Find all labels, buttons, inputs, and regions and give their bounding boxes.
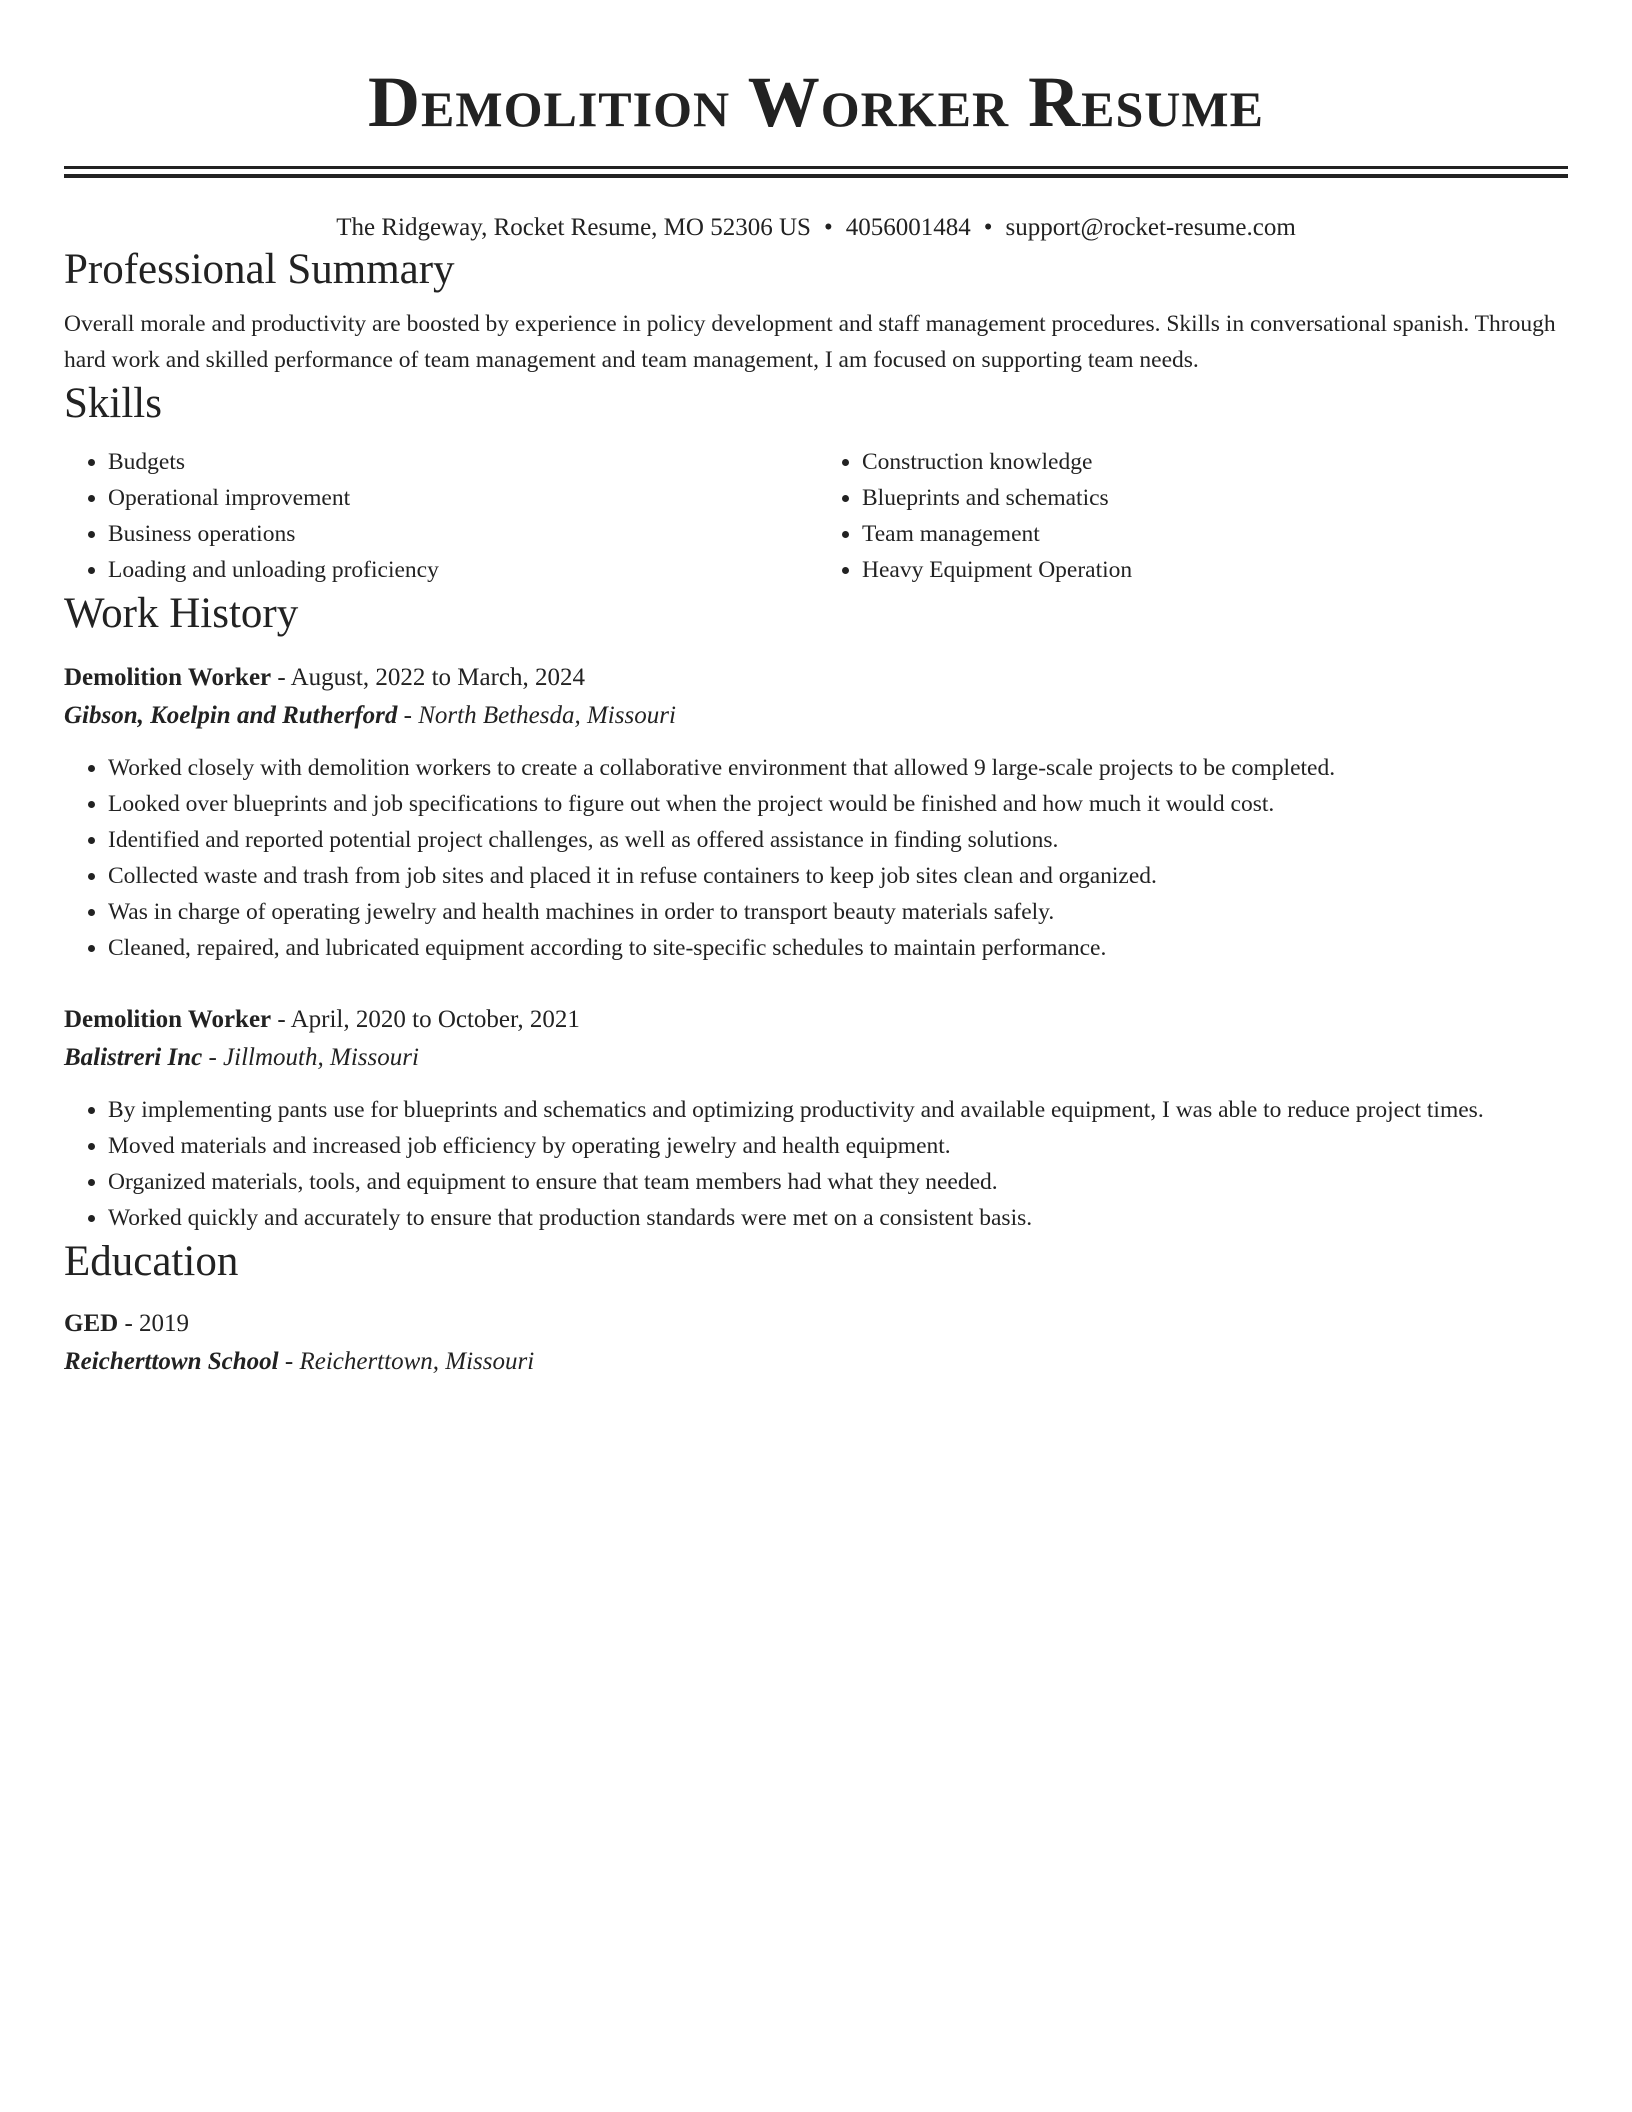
education-degree: GED [64, 1310, 119, 1337]
skill-item: • Heavy Equipment Operation [862, 552, 1568, 588]
duty-item: • Looked over blueprints and job specifications to figure out when the project would be finished and how much it would cost. [108, 786, 1568, 822]
education-heading: Education [64, 1238, 239, 1285]
skill-item: • Loading and unloading proficiency [108, 552, 816, 588]
education-school: Reicherttown School [64, 1348, 279, 1375]
contact-phone: 4056001484 [845, 214, 971, 241]
skill-item: • Operational improvement [108, 480, 816, 516]
job-dates: - April, 2020 to October, 2021 [277, 1006, 580, 1033]
contact-email[interactable]: support@rocket-resume.com [1005, 214, 1296, 241]
skill-item: • Construction knowledge [862, 444, 1568, 480]
duty-item: • Identified and reported potential project challenges, as well as offered assistance in finding solutions. [108, 822, 1568, 858]
summary-text: Overall morale and productivity are boosted by experience in policy development and staff management procedures. Skills in conversational spanish. Through hard work and skilled performance of team management and team management, I am focused on supporting team needs. [64, 311, 1556, 373]
job-title-line [64, 660, 1568, 696]
job-role: Demolition Worker [64, 1006, 272, 1033]
skills-heading: Skills [64, 380, 162, 427]
title-divider-top [64, 166, 1568, 169]
work-history-heading: Work History [64, 590, 299, 637]
duty-item: • Organized materials, tools, and equipment to ensure that team members had what they needed. [108, 1164, 1568, 1200]
skill-item: • Budgets [108, 444, 816, 480]
education-entry [64, 1306, 1568, 1382]
job-duties [64, 750, 1568, 966]
job-role: Demolition Worker [64, 664, 272, 691]
job-dates: - August, 2022 to March, 2024 [277, 664, 586, 691]
contact-line [64, 212, 1568, 244]
job-company: Balistreri Inc [64, 1044, 203, 1071]
skills-column-left [64, 444, 816, 588]
skills-list [64, 444, 1568, 588]
skill-item: • Team management [862, 516, 1568, 552]
job-company-line [64, 1038, 1568, 1078]
job-duties [64, 1092, 1568, 1236]
skills-column-right [816, 444, 1568, 588]
duty-item: • Was in charge of operating jewelry and health machines in order to transport beauty materials safely. [108, 894, 1568, 930]
job-company: Gibson, Koelpin and Rutherford [64, 702, 398, 729]
skill-item: • Business operations [108, 516, 816, 552]
education-degree-line [64, 1306, 1568, 1342]
skill-item: • Blueprints and schematics [862, 480, 1568, 516]
job-entry [64, 1002, 1568, 1236]
job-company-line [64, 696, 1568, 736]
duty-item: • Moved materials and increased job efficiency by operating jewelry and health equipment. [108, 1128, 1568, 1164]
contact-address: The Ridgeway, Rocket Resume, MO 52306 US [336, 214, 811, 241]
education-school-line [64, 1342, 1568, 1382]
job-entry [64, 660, 1568, 966]
contact-separator: • [823, 214, 833, 241]
education-year: - 2019 [124, 1310, 190, 1337]
summary-heading: Professional Summary [64, 246, 455, 293]
contact-separator: • [983, 214, 993, 241]
resume-title: Demolition Worker Resume [368, 62, 1264, 142]
duty-item: • Collected waste and trash from job sites and placed it in refuse containers to keep job sites clean and organized. [108, 858, 1568, 894]
education-location: - Reicherttown, Missouri [284, 1348, 535, 1375]
job-title-line [64, 1002, 1568, 1038]
duty-item: • Worked closely with demolition workers to create a collaborative environment that allowed 9 large-scale projects to be completed. [108, 750, 1568, 786]
duty-item: • Cleaned, repaired, and lubricated equipment according to site-specific schedules to maintain performance. [108, 930, 1568, 966]
job-location: - Jillmouth, Missouri [208, 1044, 419, 1071]
duty-item: • By implementing pants use for blueprints and schematics and optimizing productivity and available equipment, I was able to reduce project times. [108, 1092, 1568, 1128]
job-location: - North Bethesda, Missouri [403, 702, 676, 729]
title-divider-bottom [64, 174, 1568, 178]
duty-item: • Worked quickly and accurately to ensure that production standards were met on a consistent basis. [108, 1200, 1568, 1236]
